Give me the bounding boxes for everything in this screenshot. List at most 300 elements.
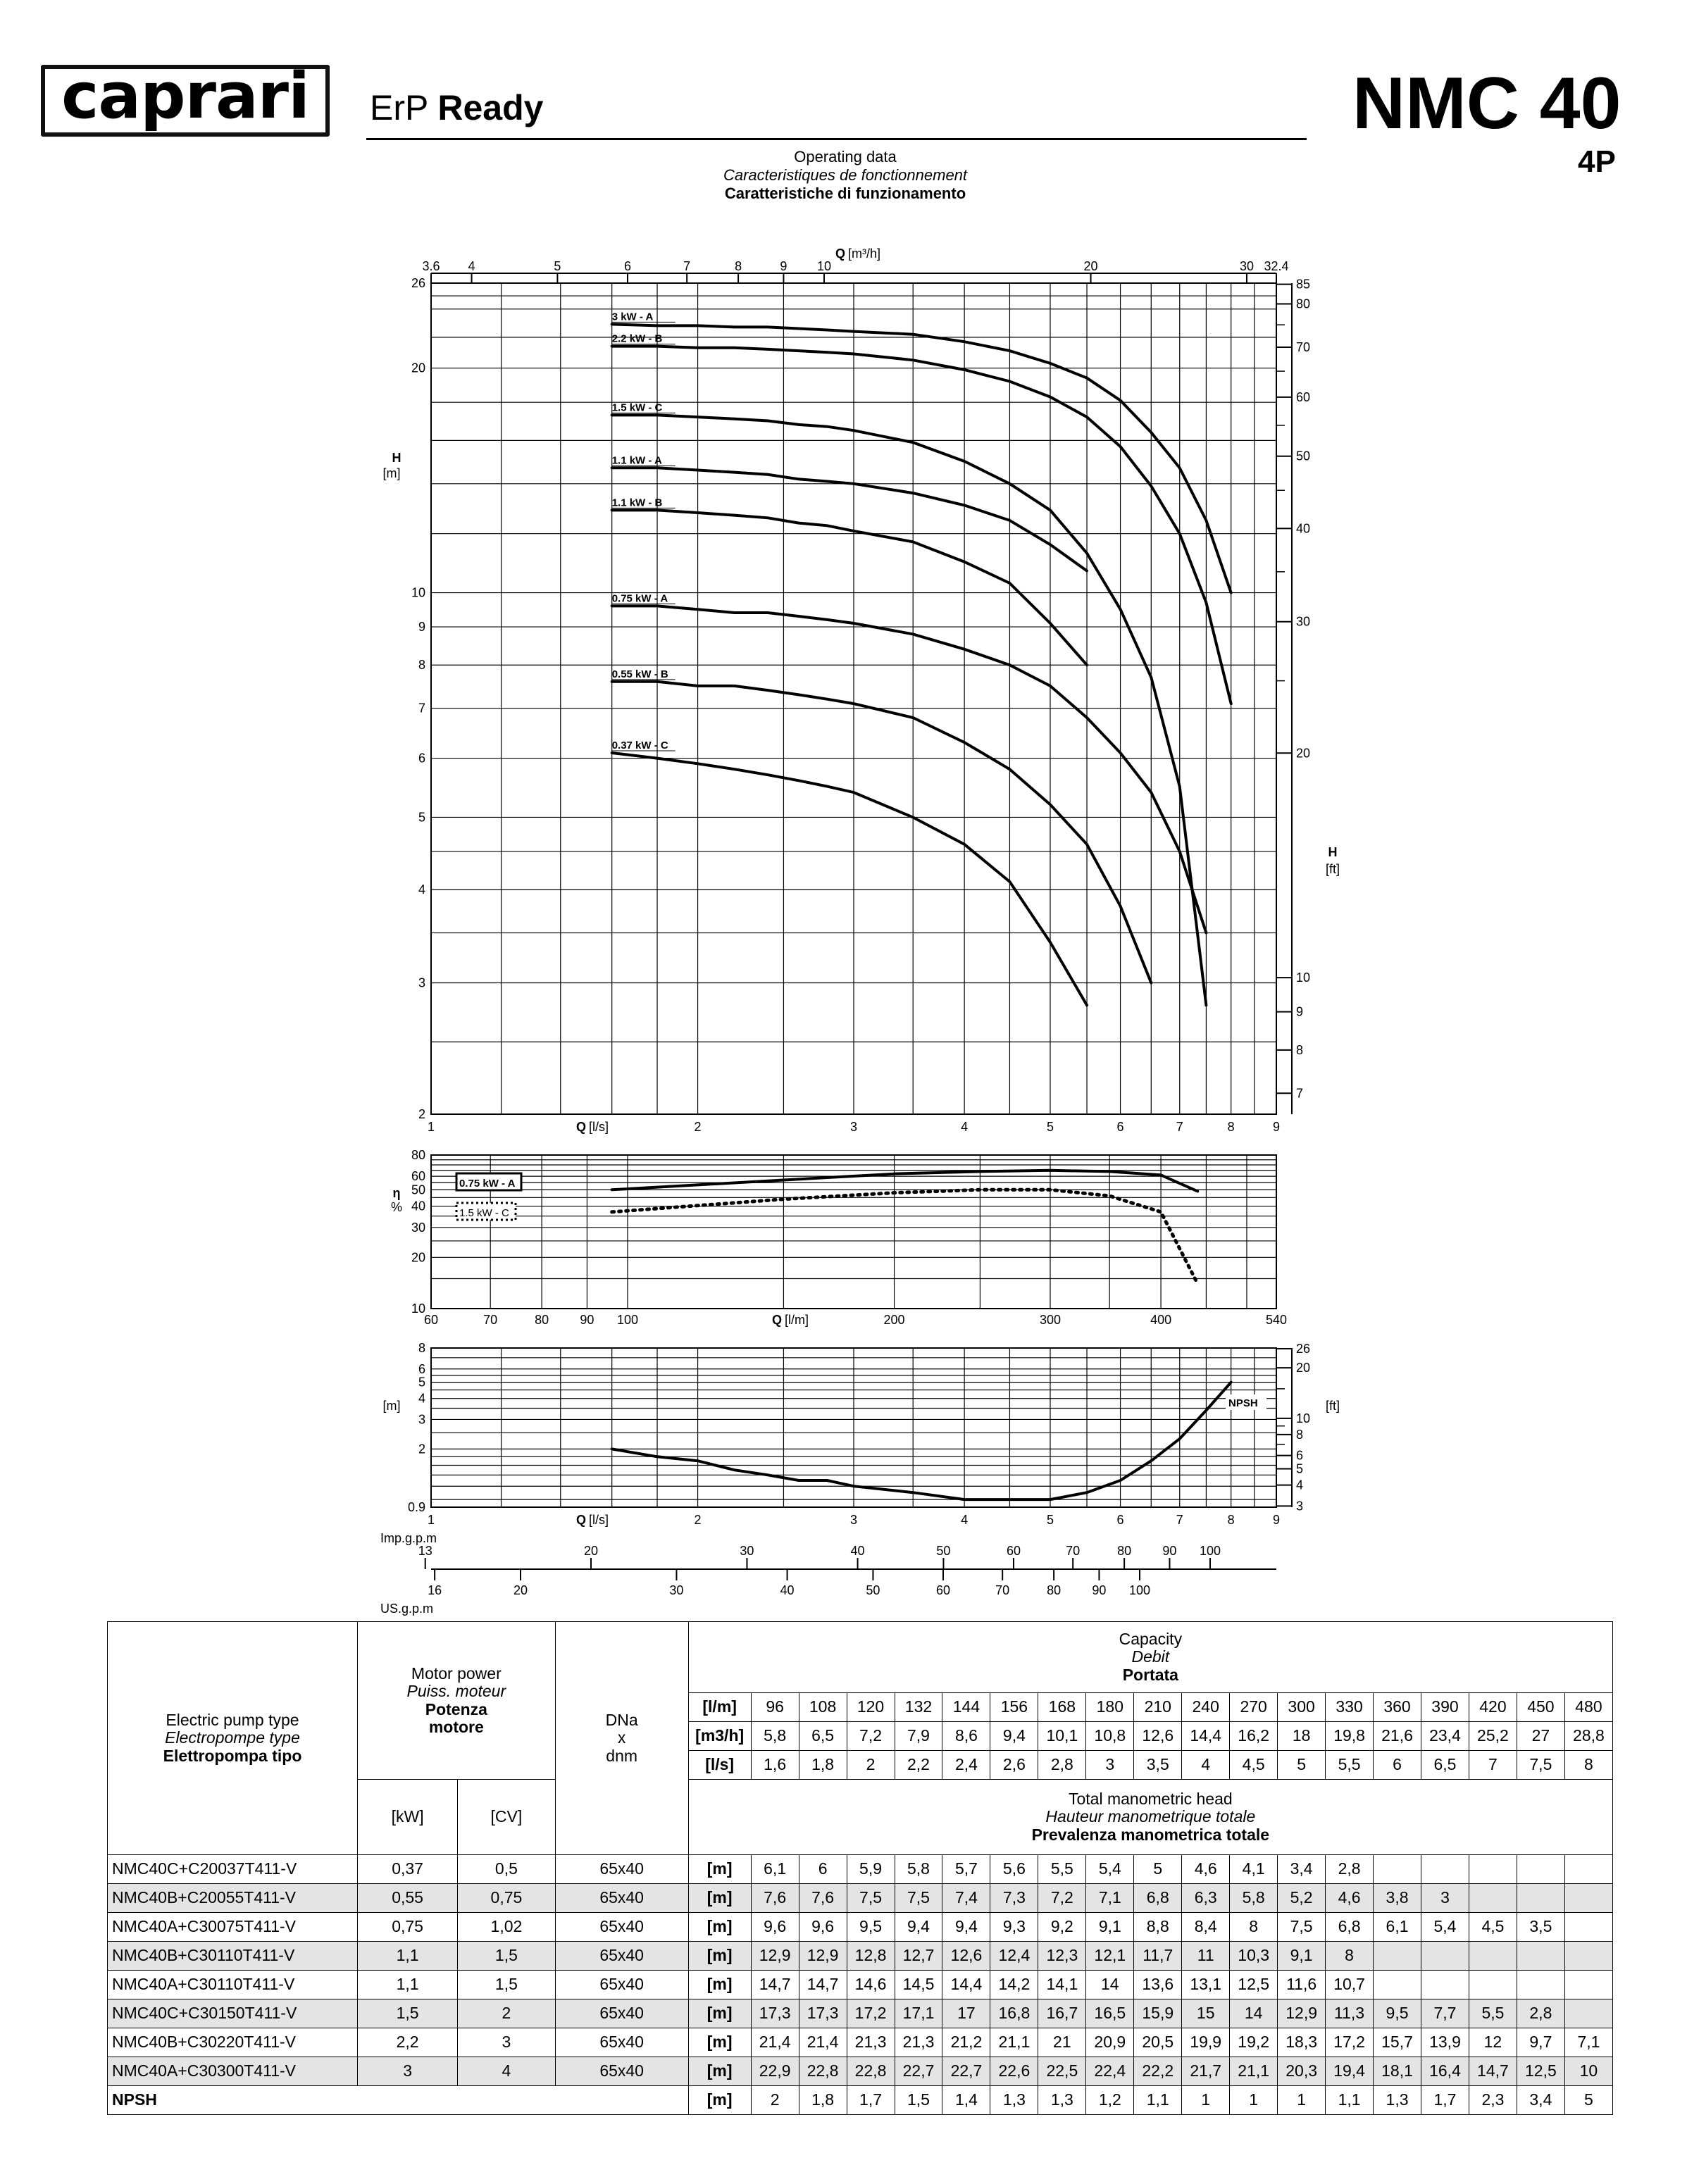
head-unit-cell: [m] (688, 1971, 751, 1999)
head-value-cell (1374, 1855, 1421, 1884)
head-value-cell: 6,1 (1374, 1913, 1421, 1942)
head-value-cell: 10,7 (1326, 1971, 1374, 1999)
head-value-cell: 21,3 (847, 2028, 895, 2057)
y-tick-label: 8 (418, 658, 425, 673)
head-value-cell (1374, 1971, 1421, 1999)
head-value-cell: 5,5 (1038, 1855, 1086, 1884)
head-value-cell: 12,6 (942, 1942, 990, 1971)
npsh-value-cell: 1 (1278, 2086, 1326, 2115)
imp-gpm-tick-label: 30 (740, 1544, 754, 1558)
head-value-cell: 5,9 (847, 1855, 895, 1884)
y-tick-label: 60 (411, 1169, 425, 1184)
npsh-ft-unit: [ft] (1325, 1399, 1340, 1413)
right-tick-label: 50 (1296, 449, 1311, 463)
head-value-cell: 7,3 (990, 1884, 1038, 1913)
capacity-header-line: Capacity (1119, 1630, 1183, 1649)
head-value-cell: 17,3 (751, 1999, 799, 2028)
head-value-cell: 17,2 (1326, 2028, 1374, 2057)
head-value-cell: 12,4 (990, 1942, 1038, 1971)
head-value-cell: 4,6 (1182, 1855, 1230, 1884)
head-value-cell: 14,7 (1469, 2057, 1517, 2086)
right-tick-label: 26 (1296, 1341, 1311, 1356)
x-tick-label: 2 (694, 1120, 702, 1134)
right-tick-label: 70 (1296, 339, 1311, 354)
capacity-ls-cell: 3 (1086, 1751, 1134, 1780)
right-tick-label: 85 (1296, 277, 1311, 292)
capacity-ls-cell: 7,5 (1517, 1751, 1564, 1780)
head-value-cell: 16,4 (1421, 2057, 1469, 2086)
capacity-m3h-cell: 18 (1278, 1722, 1326, 1751)
capacity-lm-cell: 156 (990, 1693, 1038, 1722)
head-unit-cell: [m] (688, 2028, 751, 2057)
head-unit-cell: [m] (688, 1884, 751, 1913)
kw-cell: 3 (358, 2057, 458, 2086)
head-value-cell: 13,9 (1421, 2028, 1469, 2057)
col-header-motor-power (358, 1622, 556, 1780)
q-m3h-label: Q (835, 247, 845, 261)
head-value-cell: 9,4 (895, 1913, 942, 1942)
curve-label: 0.37 kW - C (611, 739, 668, 751)
head-value-cell (1564, 1971, 1612, 1999)
head-value-cell (1564, 1855, 1612, 1884)
pump-type-cell: NMC40C+C30150T411-V (108, 1999, 358, 2028)
head-value-cell: 12,1 (1086, 1942, 1134, 1971)
head-value-cell: 14,7 (799, 1971, 847, 1999)
col-header-dn (555, 1622, 688, 1855)
us-gpm-tick-label: 100 (1128, 1583, 1151, 1597)
cv-cell: 1,02 (458, 1913, 555, 1942)
capacity-lm-cell: 144 (942, 1693, 990, 1722)
head-value-cell: 7,2 (1038, 1884, 1086, 1913)
col-header-pump-type-line: Electropompe type (165, 1728, 300, 1747)
x-tick-label: 7 (1176, 1120, 1183, 1134)
head-value-cell: 18,1 (1374, 2057, 1421, 2086)
npsh-value-cell: 1,4 (942, 2086, 990, 2115)
capacity-m3h-cell: 10,1 (1038, 1722, 1086, 1751)
head-value-cell: 22,2 (1134, 2057, 1182, 2086)
capacity-lm-cell: 120 (847, 1693, 895, 1722)
head-value-cell: 17,3 (799, 1999, 847, 2028)
table-row (108, 1884, 1613, 1913)
head-value-cell: 7,5 (847, 1884, 895, 1913)
head-value-cell: 13,1 (1182, 1971, 1230, 1999)
head-value-cell: 5,4 (1086, 1855, 1134, 1884)
col-header-dn-line: DNa (605, 1711, 638, 1730)
kw-cell: 1,1 (358, 1971, 458, 1999)
head-value-cell: 12,9 (799, 1942, 847, 1971)
capacity-ls-cell: 3,5 (1134, 1751, 1182, 1780)
erp-prefix: ErP (370, 88, 428, 127)
pump-type-cell: NMC40A+C30300T411-V (108, 2057, 358, 2086)
capacity-ls-cell: 2,2 (895, 1751, 942, 1780)
us-gpm-tick-label: 16 (428, 1583, 442, 1597)
head-value-cell: 21,2 (942, 2028, 990, 2057)
y-tick-label: 0.9 (407, 1500, 425, 1514)
head-value-cell (1421, 1971, 1469, 1999)
h-unit: [m] (382, 466, 401, 480)
dn-cell: 65x40 (555, 1971, 688, 1999)
head-value-cell: 4,6 (1326, 1884, 1374, 1913)
x-tick-label: 5 (1046, 1513, 1054, 1527)
head-value-cell: 20,5 (1134, 2028, 1182, 2057)
logo-text: caprari (61, 59, 309, 133)
head-value-cell: 22,9 (751, 2057, 799, 2086)
cv-cell: 3 (458, 2028, 555, 2057)
head-value-cell: 5,2 (1278, 1884, 1326, 1913)
x-tick-label: 8 (1227, 1513, 1235, 1527)
x-tick-label: 9 (1272, 1120, 1281, 1134)
head-value-cell: 6 (799, 1855, 847, 1884)
us-gpm-label: US.g.p.m (380, 1602, 434, 1616)
imp-gpm-tick-label: 20 (583, 1544, 599, 1558)
npsh-value-cell: 1,3 (1374, 2086, 1421, 2115)
head-value-cell: 7,5 (895, 1884, 942, 1913)
unit-m3h: [m3/h] (688, 1722, 751, 1751)
npsh-value-cell: 5 (1564, 2086, 1612, 2115)
y-tick-label: 20 (411, 1250, 425, 1265)
x-tick-label: 6 (1116, 1513, 1124, 1527)
head-value-cell: 22,4 (1086, 2057, 1134, 2086)
y-tick-label: 5 (418, 1375, 425, 1390)
table-row (108, 1971, 1613, 1999)
q-ls-unit: [l/s] (589, 1513, 609, 1527)
capacity-ls-cell: 5,5 (1326, 1751, 1374, 1780)
table-row (108, 1942, 1613, 1971)
unit-ls: [l/s] (688, 1751, 751, 1780)
npsh-value-cell: 2,3 (1469, 2086, 1517, 2115)
npsh-value-cell: 1,8 (799, 2086, 847, 2115)
curve-label: 3 kW - A (611, 311, 654, 323)
npsh-value-cell: 1 (1230, 2086, 1278, 2115)
head-header-line: Prevalenza manometrica totale (1031, 1825, 1270, 1844)
q-m3h-unit: [m³/h] (848, 247, 881, 261)
y-tick-label: 6 (418, 751, 425, 766)
head-value-cell: 22,8 (799, 2057, 847, 2086)
head-value-cell: 12 (1469, 2028, 1517, 2057)
head-value-cell: 9,5 (1374, 1999, 1421, 2028)
head-value-cell (1517, 1942, 1564, 1971)
head-value-cell: 21,7 (1182, 2057, 1230, 2086)
x-tick-label: 2 (694, 1513, 702, 1527)
right-tick-label: 20 (1296, 1361, 1311, 1375)
head-curve-1-5-kw-c (612, 415, 1207, 1005)
capacity-m3h-cell: 27 (1517, 1722, 1564, 1751)
head-curve-3-kw-a (612, 324, 1231, 592)
head-value-cell (1469, 1942, 1517, 1971)
capacity-header-line: Portata (1122, 1665, 1178, 1684)
head-value-cell (1517, 1884, 1564, 1913)
efficiency-chart (391, 1148, 1287, 1327)
head-value-cell: 5,7 (942, 1855, 990, 1884)
head-value-cell: 22,8 (847, 2057, 895, 2086)
right-tick-label: 30 (1296, 614, 1311, 629)
dn-cell: 65x40 (555, 1884, 688, 1913)
head-value-cell: 14,6 (847, 1971, 895, 1999)
right-tick-label: 40 (1296, 521, 1311, 536)
head-value-cell: 8 (1230, 1913, 1278, 1942)
imp-gpm-tick-label: 50 (936, 1544, 951, 1558)
capacity-header (688, 1622, 1612, 1693)
y-tick-label: 8 (418, 1341, 425, 1355)
right-tick-label: 4 (1296, 1478, 1304, 1492)
h-ft-unit: [ft] (1325, 862, 1340, 876)
curve-label: 2.2 kW - B (611, 332, 663, 345)
kw-cell: 2,2 (358, 2028, 458, 2057)
dn-cell: 65x40 (555, 1855, 688, 1884)
capacity-ls-cell: 4,5 (1230, 1751, 1278, 1780)
top-tick-label: 5 (554, 259, 561, 273)
capacity-m3h-cell: 5,8 (751, 1722, 799, 1751)
head-value-cell: 22,7 (942, 2057, 990, 2086)
head-value-cell: 3,4 (1278, 1855, 1326, 1884)
head-value-cell: 16,5 (1086, 1999, 1134, 2028)
head-value-cell: 9,1 (1278, 1942, 1326, 1971)
imp-gpm-tick-label: 100 (1199, 1544, 1221, 1558)
imp-gpm-tick-label: 80 (1117, 1544, 1132, 1558)
col-header-motor-power-line: Motor power (411, 1664, 502, 1683)
head-value-cell: 5,8 (895, 1855, 942, 1884)
col-header-pump-type-line: Elettropompa tipo (163, 1746, 302, 1765)
op-title-fr: Caracteristiques de fonctionnement (723, 166, 968, 184)
imp-gpm-tick-label: 90 (1162, 1544, 1177, 1558)
right-tick-label: 20 (1296, 746, 1311, 761)
right-tick-label: 3 (1296, 1499, 1304, 1514)
head-value-cell: 14 (1086, 1971, 1134, 1999)
right-tick-label: 60 (1296, 389, 1311, 404)
head-value-cell: 7,6 (799, 1884, 847, 1913)
npsh-value-cell: 1,7 (847, 2086, 895, 2115)
x-tick-label: 80 (535, 1313, 549, 1327)
x-tick-label: 4 (961, 1120, 969, 1134)
head-value-cell: 8 (1326, 1942, 1374, 1971)
right-tick-label: 9 (1296, 1004, 1304, 1019)
kw-cell: 0,75 (358, 1913, 458, 1942)
capacity-lm-cell: 96 (751, 1693, 799, 1722)
capacity-ls-cell: 2 (847, 1751, 895, 1780)
right-tick-label: 6 (1296, 1448, 1304, 1463)
x-tick-label: 400 (1150, 1313, 1172, 1327)
head-value-cell (1421, 1942, 1469, 1971)
head-value-cell: 3 (1421, 1884, 1469, 1913)
head-value-cell: 7,1 (1564, 2028, 1612, 2057)
y-tick-label: 4 (418, 882, 425, 897)
capacity-lm-cell: 480 (1564, 1693, 1612, 1722)
kw-cell: 0,55 (358, 1884, 458, 1913)
head-value-cell: 9,2 (1038, 1913, 1086, 1942)
capacity-m3h-cell: 9,4 (990, 1722, 1038, 1751)
head-value-cell: 6,1 (751, 1855, 799, 1884)
y-tick-label: 3 (418, 1412, 425, 1427)
col-header-dn-line: x (617, 1728, 626, 1747)
capacity-ls-cell: 2,4 (942, 1751, 990, 1780)
capacity-lm-cell: 360 (1374, 1693, 1421, 1722)
head-value-cell: 21,1 (1230, 2057, 1278, 2086)
capacity-m3h-cell: 28,8 (1564, 1722, 1612, 1751)
head-value-cell: 7,7 (1421, 1999, 1469, 2028)
top-tick-label: 32.4 (1264, 259, 1289, 273)
head-value-cell: 4,1 (1230, 1855, 1278, 1884)
capacity-lm-cell: 180 (1086, 1693, 1134, 1722)
dn-cell: 65x40 (555, 1999, 688, 2028)
capacity-ls-cell: 6 (1374, 1751, 1421, 1780)
head-value-cell: 17 (942, 1999, 990, 2028)
head-value-cell (1421, 1855, 1469, 1884)
table-row (108, 2028, 1613, 2057)
dn-cell: 65x40 (555, 1913, 688, 1942)
npsh-value-cell: 1,1 (1134, 2086, 1182, 2115)
cv-cell: 1,5 (458, 1942, 555, 1971)
y-tick-label: 4 (418, 1391, 425, 1406)
head-value-cell: 22,7 (895, 2057, 942, 2086)
y-tick-label: 9 (418, 620, 425, 635)
table-row (108, 1913, 1613, 1942)
y-tick-label: 30 (411, 1220, 425, 1235)
npsh-value-cell: 1,3 (1038, 2086, 1086, 2115)
pump-type-cell: NMC40B+C20055T411-V (108, 1884, 358, 1913)
cv-cell: 1,5 (458, 1971, 555, 1999)
x-tick-label: 5 (1046, 1120, 1054, 1134)
imp-gpm-tick-label: 70 (1066, 1544, 1081, 1558)
head-value-cell: 21,4 (751, 2028, 799, 2057)
head-value-cell: 5,8 (1230, 1884, 1278, 1913)
head-unit-cell: [m] (688, 2057, 751, 2086)
capacity-m3h-cell: 16,2 (1230, 1722, 1278, 1751)
head-value-cell: 17,1 (895, 1999, 942, 2028)
capacity-ls-cell: 1,6 (751, 1751, 799, 1780)
pump-type-cell: NMC40B+C30220T411-V (108, 2028, 358, 2057)
capacity-ls-cell: 7 (1469, 1751, 1517, 1780)
head-value-cell: 12,5 (1517, 2057, 1564, 2086)
head-value-cell: 6,8 (1326, 1913, 1374, 1942)
q-ls-label: Q (575, 1513, 586, 1527)
head-value-cell: 19,2 (1230, 2028, 1278, 2057)
npsh-value-cell: 1,3 (990, 2086, 1038, 2115)
capacity-ls-cell: 6,5 (1421, 1751, 1469, 1780)
x-tick-label: 540 (1265, 1313, 1288, 1327)
capacity-header-line: Debit (1131, 1647, 1170, 1666)
npsh-curve-label: NPSH (1228, 1397, 1258, 1409)
head-value-cell: 17,2 (847, 1999, 895, 2028)
curve-label: 0.75 kW - A (611, 592, 668, 605)
x-tick-label: 9 (1272, 1513, 1281, 1527)
capacity-lm-cell: 330 (1326, 1693, 1374, 1722)
head-value-cell (1469, 1971, 1517, 1999)
head-unit-cell: [m] (688, 1855, 751, 1884)
us-gpm-tick-label: 40 (780, 1583, 795, 1597)
head-value-cell: 14,2 (990, 1971, 1038, 1999)
head-value-cell: 7,1 (1086, 1884, 1134, 1913)
head-value-cell: 5,6 (990, 1855, 1038, 1884)
capacity-ls-cell: 1,8 (799, 1751, 847, 1780)
head-value-cell: 14 (1230, 1999, 1278, 2028)
head-curve-0-75-kw-a (612, 606, 1207, 932)
head-value-cell: 22,5 (1038, 2057, 1086, 2086)
capacity-ls-cell: 2,6 (990, 1751, 1038, 1780)
top-tick-label: 7 (683, 259, 691, 273)
x-tick-label: 7 (1176, 1513, 1183, 1527)
head-value-cell: 14,5 (895, 1971, 942, 1999)
head-value-cell: 13,6 (1134, 1971, 1182, 1999)
head-value-cell (1517, 1971, 1564, 1999)
performance-table (107, 1621, 1613, 2115)
y-tick-label: 26 (411, 276, 425, 290)
right-tick-label: 8 (1296, 1427, 1304, 1442)
top-tick-label: 30 (1239, 259, 1254, 273)
npsh-m-unit: [m] (382, 1399, 401, 1413)
head-value-cell (1564, 1999, 1612, 2028)
col-header-dn-line: dnm (606, 1746, 638, 1765)
head-value-cell: 6,3 (1182, 1884, 1230, 1913)
head-value-cell: 9,4 (942, 1913, 990, 1942)
head-value-cell: 14,4 (942, 1971, 990, 1999)
us-gpm-tick-label: 20 (513, 1583, 528, 1597)
head-curve-0-55-kw-b (612, 682, 1152, 983)
y-tick-label: 5 (418, 810, 425, 825)
plot-frame (431, 1155, 1276, 1309)
head-value-cell: 12,8 (847, 1942, 895, 1971)
capacity-m3h-cell: 21,6 (1374, 1722, 1421, 1751)
head-value-cell: 3,8 (1374, 1884, 1421, 1913)
head-unit-cell: [m] (688, 1999, 751, 2028)
head-value-cell: 12,7 (895, 1942, 942, 1971)
head-value-cell (1517, 1855, 1564, 1884)
head-value-cell: 9,7 (1517, 2028, 1564, 2057)
x-tick-label: 60 (423, 1313, 439, 1327)
head-value-cell: 4,5 (1469, 1913, 1517, 1942)
x-tick-label: 300 (1039, 1313, 1062, 1327)
x-tick-label: 3 (849, 1513, 858, 1527)
eta-unit: % (390, 1200, 403, 1214)
top-tick-label: 20 (1083, 259, 1098, 273)
op-title-en: Operating data (794, 148, 897, 166)
table-row (108, 2057, 1613, 2086)
head-value-cell: 11,6 (1278, 1971, 1326, 1999)
capacity-ls-cell: 8 (1564, 1751, 1612, 1780)
legend-label-1-5kw-c: 1.5 kW - C (459, 1207, 509, 1219)
head-value-cell: 16,8 (990, 1999, 1038, 2028)
dn-cell: 65x40 (555, 2028, 688, 2057)
head-value-cell: 7,4 (942, 1884, 990, 1913)
gpm-scale (380, 1531, 1276, 1616)
head-value-cell (1564, 1913, 1612, 1942)
y-tick-label: 2 (418, 1107, 425, 1121)
right-tick-label: 10 (1296, 971, 1311, 985)
x-tick-label: 3 (849, 1120, 858, 1134)
y-tick-label: 3 (418, 975, 425, 990)
col-header-pump-type-line: Electric pump type (166, 1711, 299, 1730)
q-ls-unit: [l/s] (589, 1120, 609, 1134)
capacity-lm-cell: 420 (1469, 1693, 1517, 1722)
npsh-value-cell: 1,2 (1086, 2086, 1134, 2115)
head-value-cell: 21 (1038, 2028, 1086, 2057)
y-tick-label: 40 (411, 1199, 425, 1213)
head-value-cell: 15 (1182, 1999, 1230, 2028)
x-tick-label: 6 (1116, 1120, 1124, 1134)
top-tick-label: 8 (735, 259, 742, 273)
y-tick-label: 7 (418, 701, 425, 716)
y-tick-label: 10 (411, 1302, 425, 1316)
head-value-cell: 14,1 (1038, 1971, 1086, 1999)
unit-kw: [kW] (358, 1780, 458, 1855)
capacity-m3h-cell: 25,2 (1469, 1722, 1517, 1751)
right-tick-label: 7 (1296, 1086, 1304, 1101)
head-value-cell: 3,5 (1517, 1913, 1564, 1942)
head-value-cell: 9,5 (847, 1913, 895, 1942)
capacity-lm-cell: 390 (1421, 1693, 1469, 1722)
col-header-motor-power-line: Puiss. moteur (406, 1682, 506, 1701)
pump-type-cell: NMC40A+C30075T411-V (108, 1913, 358, 1942)
y-tick-label: 50 (411, 1183, 425, 1197)
